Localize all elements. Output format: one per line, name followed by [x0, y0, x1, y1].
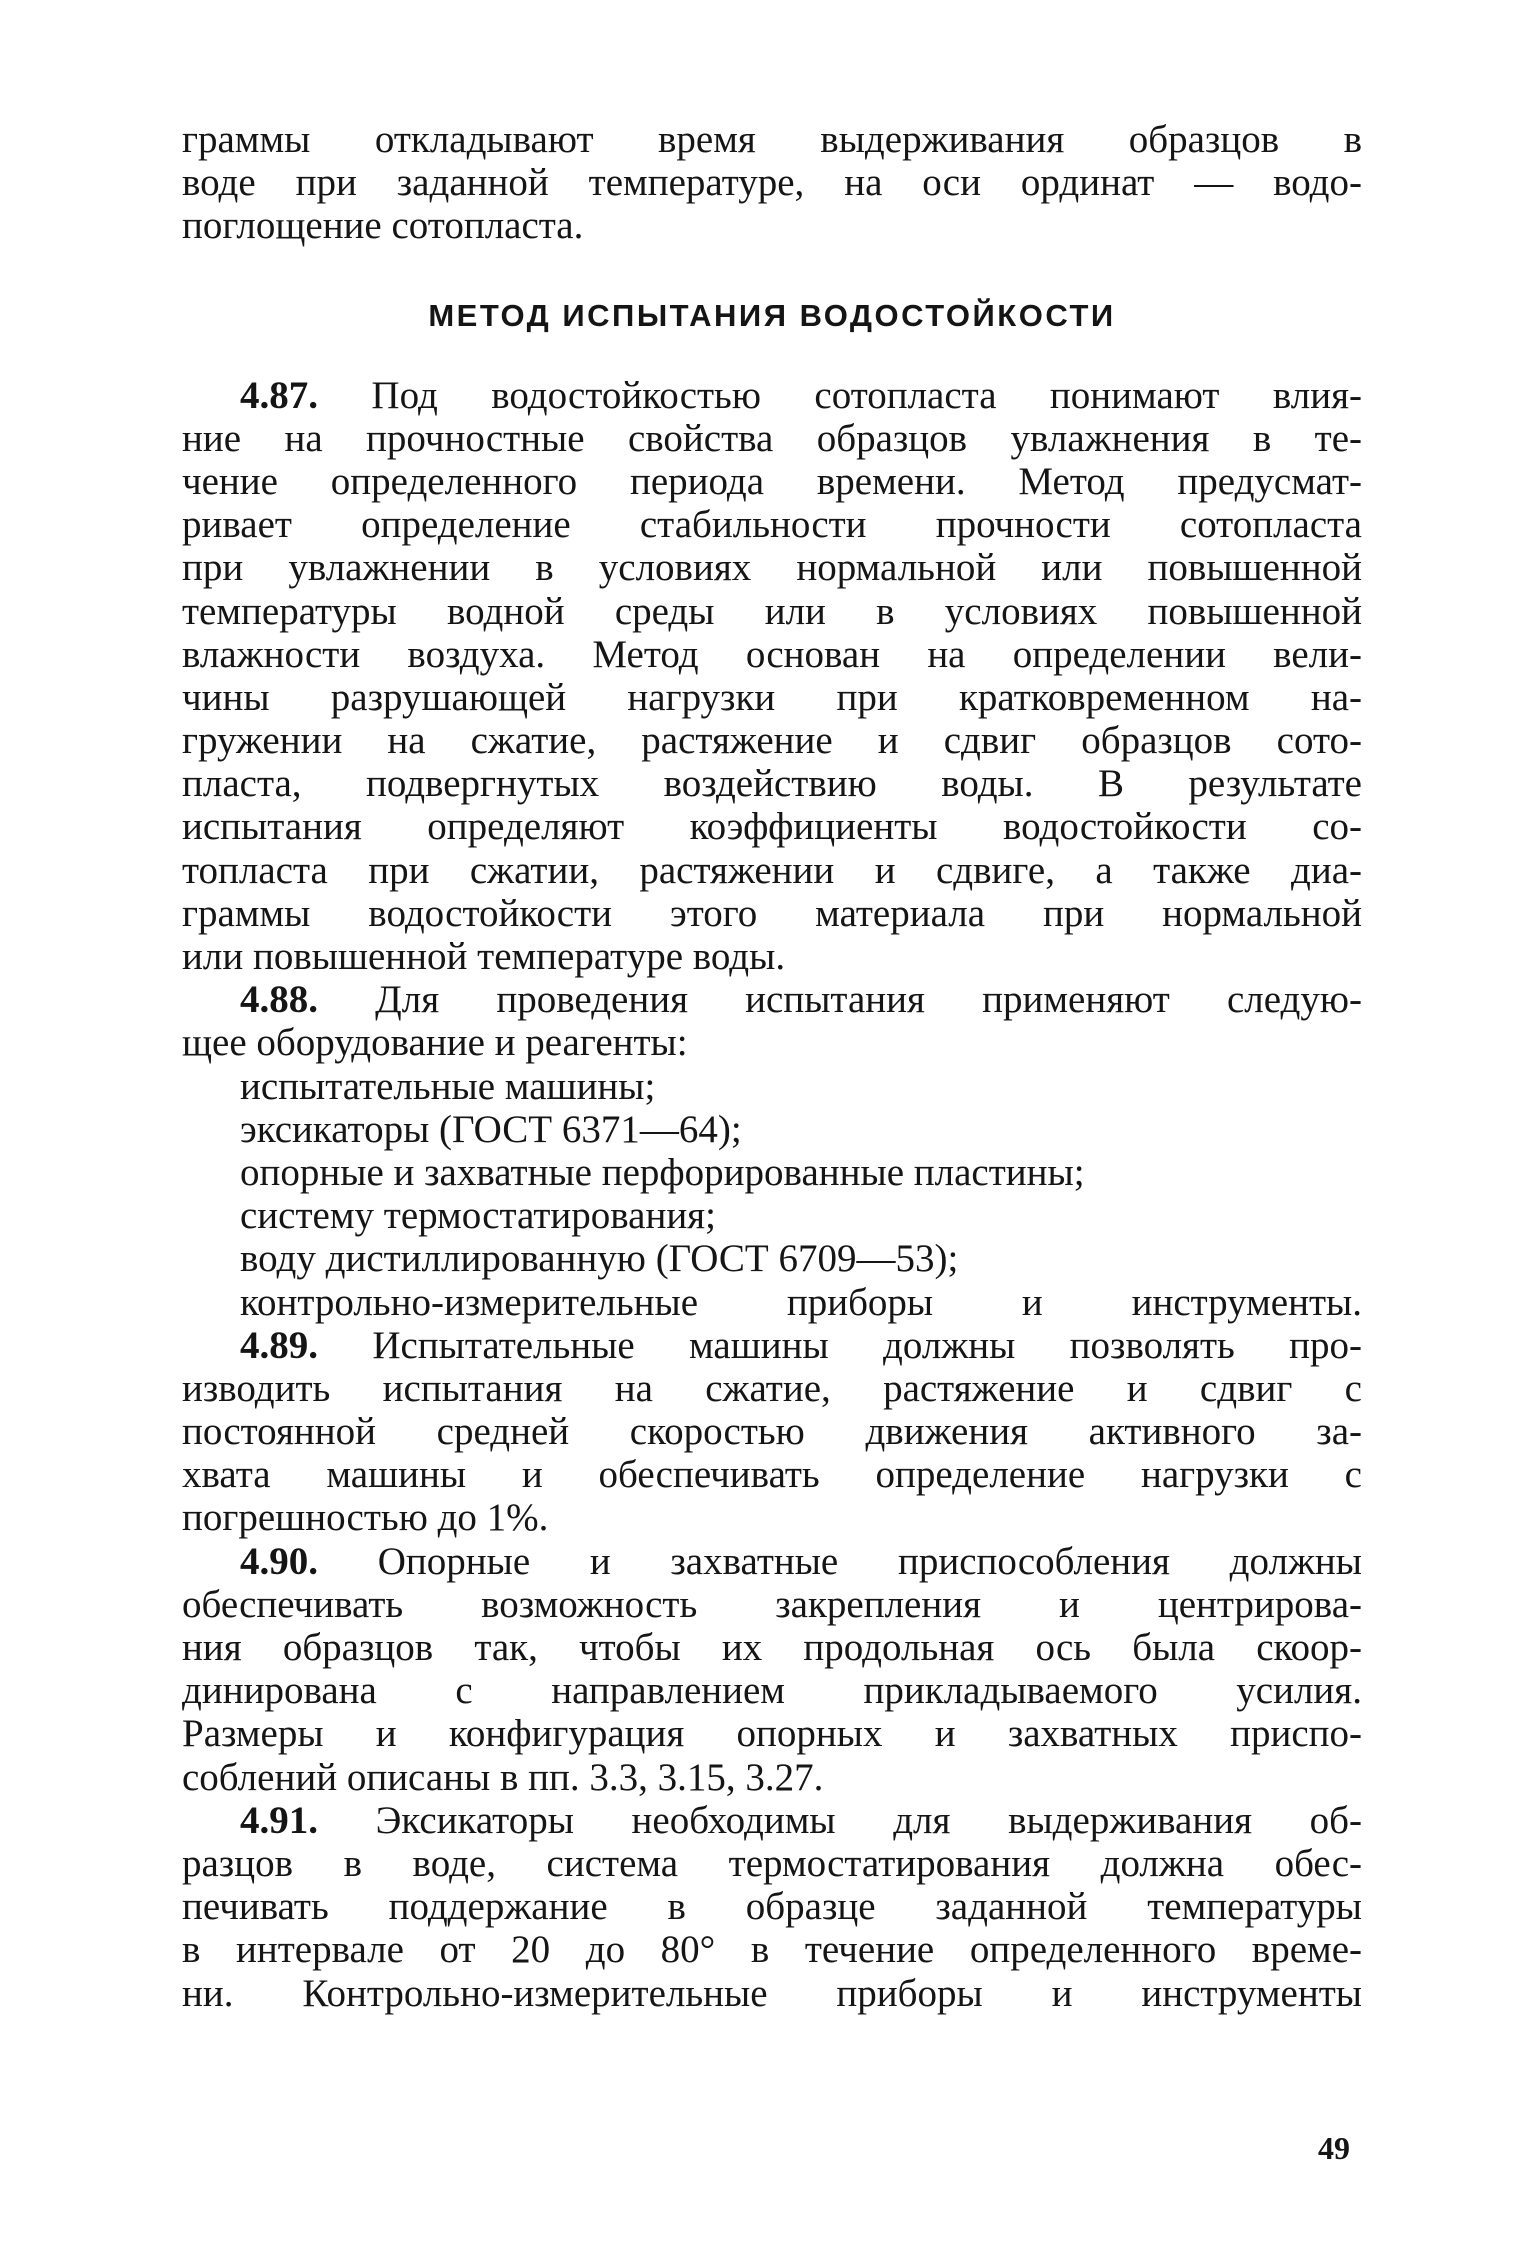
- paragraph-4-91: [182, 1799, 1362, 2015]
- text-line: гружении на сжатие, растяжение и сдвиг образцов сото-: [182, 719, 1362, 763]
- text-line: [182, 978, 1362, 1021]
- list-item: опорные и захватные перфорированные пластины;: [240, 1150, 1085, 1194]
- text-line: изводить испытания на сжатие, растяжение и сдвиг с: [182, 1366, 1362, 1410]
- text-span: Испытательные машины должны позволять про-: [372, 1323, 1362, 1367]
- text-line: [182, 1799, 1362, 1842]
- page-number: 49: [1318, 2130, 1350, 2166]
- paragraph-4-87: [182, 374, 1362, 979]
- list-item: испытательные машины;: [240, 1064, 656, 1108]
- clause-number: 4.91.: [240, 1798, 318, 1842]
- paragraph-4-88: [182, 978, 1362, 1324]
- text-line: влажности воздуха. Метод основан на определении вели-: [182, 632, 1362, 676]
- text-line: чины разрушающей нагрузки при кратковременном на-: [182, 675, 1362, 719]
- text-line: печивать поддержание в образце заданной температуры: [182, 1885, 1362, 1929]
- paragraph-4-90: [182, 1540, 1362, 1799]
- text-line: соблений описаны в пп. 3.3, 3.15, 3.27.: [182, 1755, 824, 1799]
- text-line: постоянной средней скоростью движения активного за-: [182, 1410, 1362, 1454]
- paragraph-4-89: [182, 1324, 1362, 1540]
- intro-paragraph: [182, 118, 1362, 248]
- text-line: чение определенного периода времени. Метод предусмат-: [182, 459, 1362, 503]
- text-span: Опорные и захватные приспособления должны: [377, 1539, 1362, 1583]
- text-span: Для проведения испытания применяют следую-: [375, 978, 1363, 1022]
- page-body: [182, 118, 1362, 2015]
- text-line: пласта, подвергнутых воздействию воды. В результате: [182, 762, 1362, 806]
- text-line: динирована с направлением прикладываемого усилия.: [182, 1669, 1362, 1713]
- text-line: щее оборудование и реагенты:: [182, 1021, 688, 1065]
- list-item: контрольно-измерительные приборы и инструменты.: [240, 1280, 1362, 1324]
- text-line: воде при заданной температуре, на оси ординат — водо-: [182, 161, 1362, 205]
- text-line: топласта при сжатии, растяжении и сдвиге, а также диа-: [182, 848, 1362, 892]
- text-line: [182, 1540, 1362, 1583]
- text-line: хвата машины и обеспечивать определение нагрузки с: [182, 1453, 1362, 1497]
- text-line: в интервале от 20 до 80° в течение определенного време-: [182, 1928, 1362, 1972]
- text-line: погрешностью до 1%.: [182, 1496, 549, 1540]
- text-line: испытания определяют коэффициенты водостойкости со-: [182, 805, 1362, 849]
- text-line: при увлажнении в условиях нормальной или повышенной: [182, 546, 1362, 590]
- text-line: граммы откладывают время выдерживания образцов в: [182, 118, 1362, 161]
- text-line: Размеры и конфигурация опорных и захватных приспо-: [182, 1712, 1362, 1756]
- text-line: или повышенной температуре воды.: [182, 935, 786, 978]
- clause-number: 4.87.: [240, 373, 318, 417]
- text-span: Эксикаторы необходимы для выдерживания об-: [375, 1798, 1362, 1842]
- text-line: разцов в воде, система термостатирования должна обес-: [182, 1841, 1362, 1885]
- list-item: воду дистиллированную (ГОСТ 6709—53);: [240, 1237, 959, 1281]
- text-line: [182, 374, 1362, 417]
- text-line: ние на прочностные свойства образцов увлажнения в те-: [182, 416, 1362, 460]
- section-heading: МЕТОД ИСПЫТАНИЯ ВОДОСТОЙКОСТИ: [428, 297, 1116, 333]
- text-line: [182, 1324, 1362, 1367]
- text-line: обеспечивать возможность закрепления и центрирова-: [182, 1582, 1362, 1626]
- text-line: температуры водной среды или в условиях повышенной: [182, 589, 1362, 633]
- text-line: поглощение сотопласта.: [182, 204, 584, 248]
- text-span: Под водостойкостью сотопласта понимают влия-: [371, 373, 1362, 417]
- clause-number: 4.88.: [240, 978, 318, 1022]
- clause-number: 4.89.: [240, 1323, 318, 1367]
- text-line: граммы водостойкости этого материала при нормальной: [182, 891, 1362, 935]
- clause-number: 4.90.: [240, 1539, 318, 1583]
- list-item: эксикаторы (ГОСТ 6371—64);: [240, 1107, 742, 1151]
- text-line: ния образцов так, чтобы их продольная ось была скоор-: [182, 1626, 1362, 1669]
- list-item: систему термостатирования;: [240, 1194, 716, 1238]
- text-line: ривает определение стабильности прочности сотопласта: [182, 503, 1362, 547]
- text-line: ни. Контрольно-измерительные приборы и инструменты: [182, 1971, 1362, 2015]
